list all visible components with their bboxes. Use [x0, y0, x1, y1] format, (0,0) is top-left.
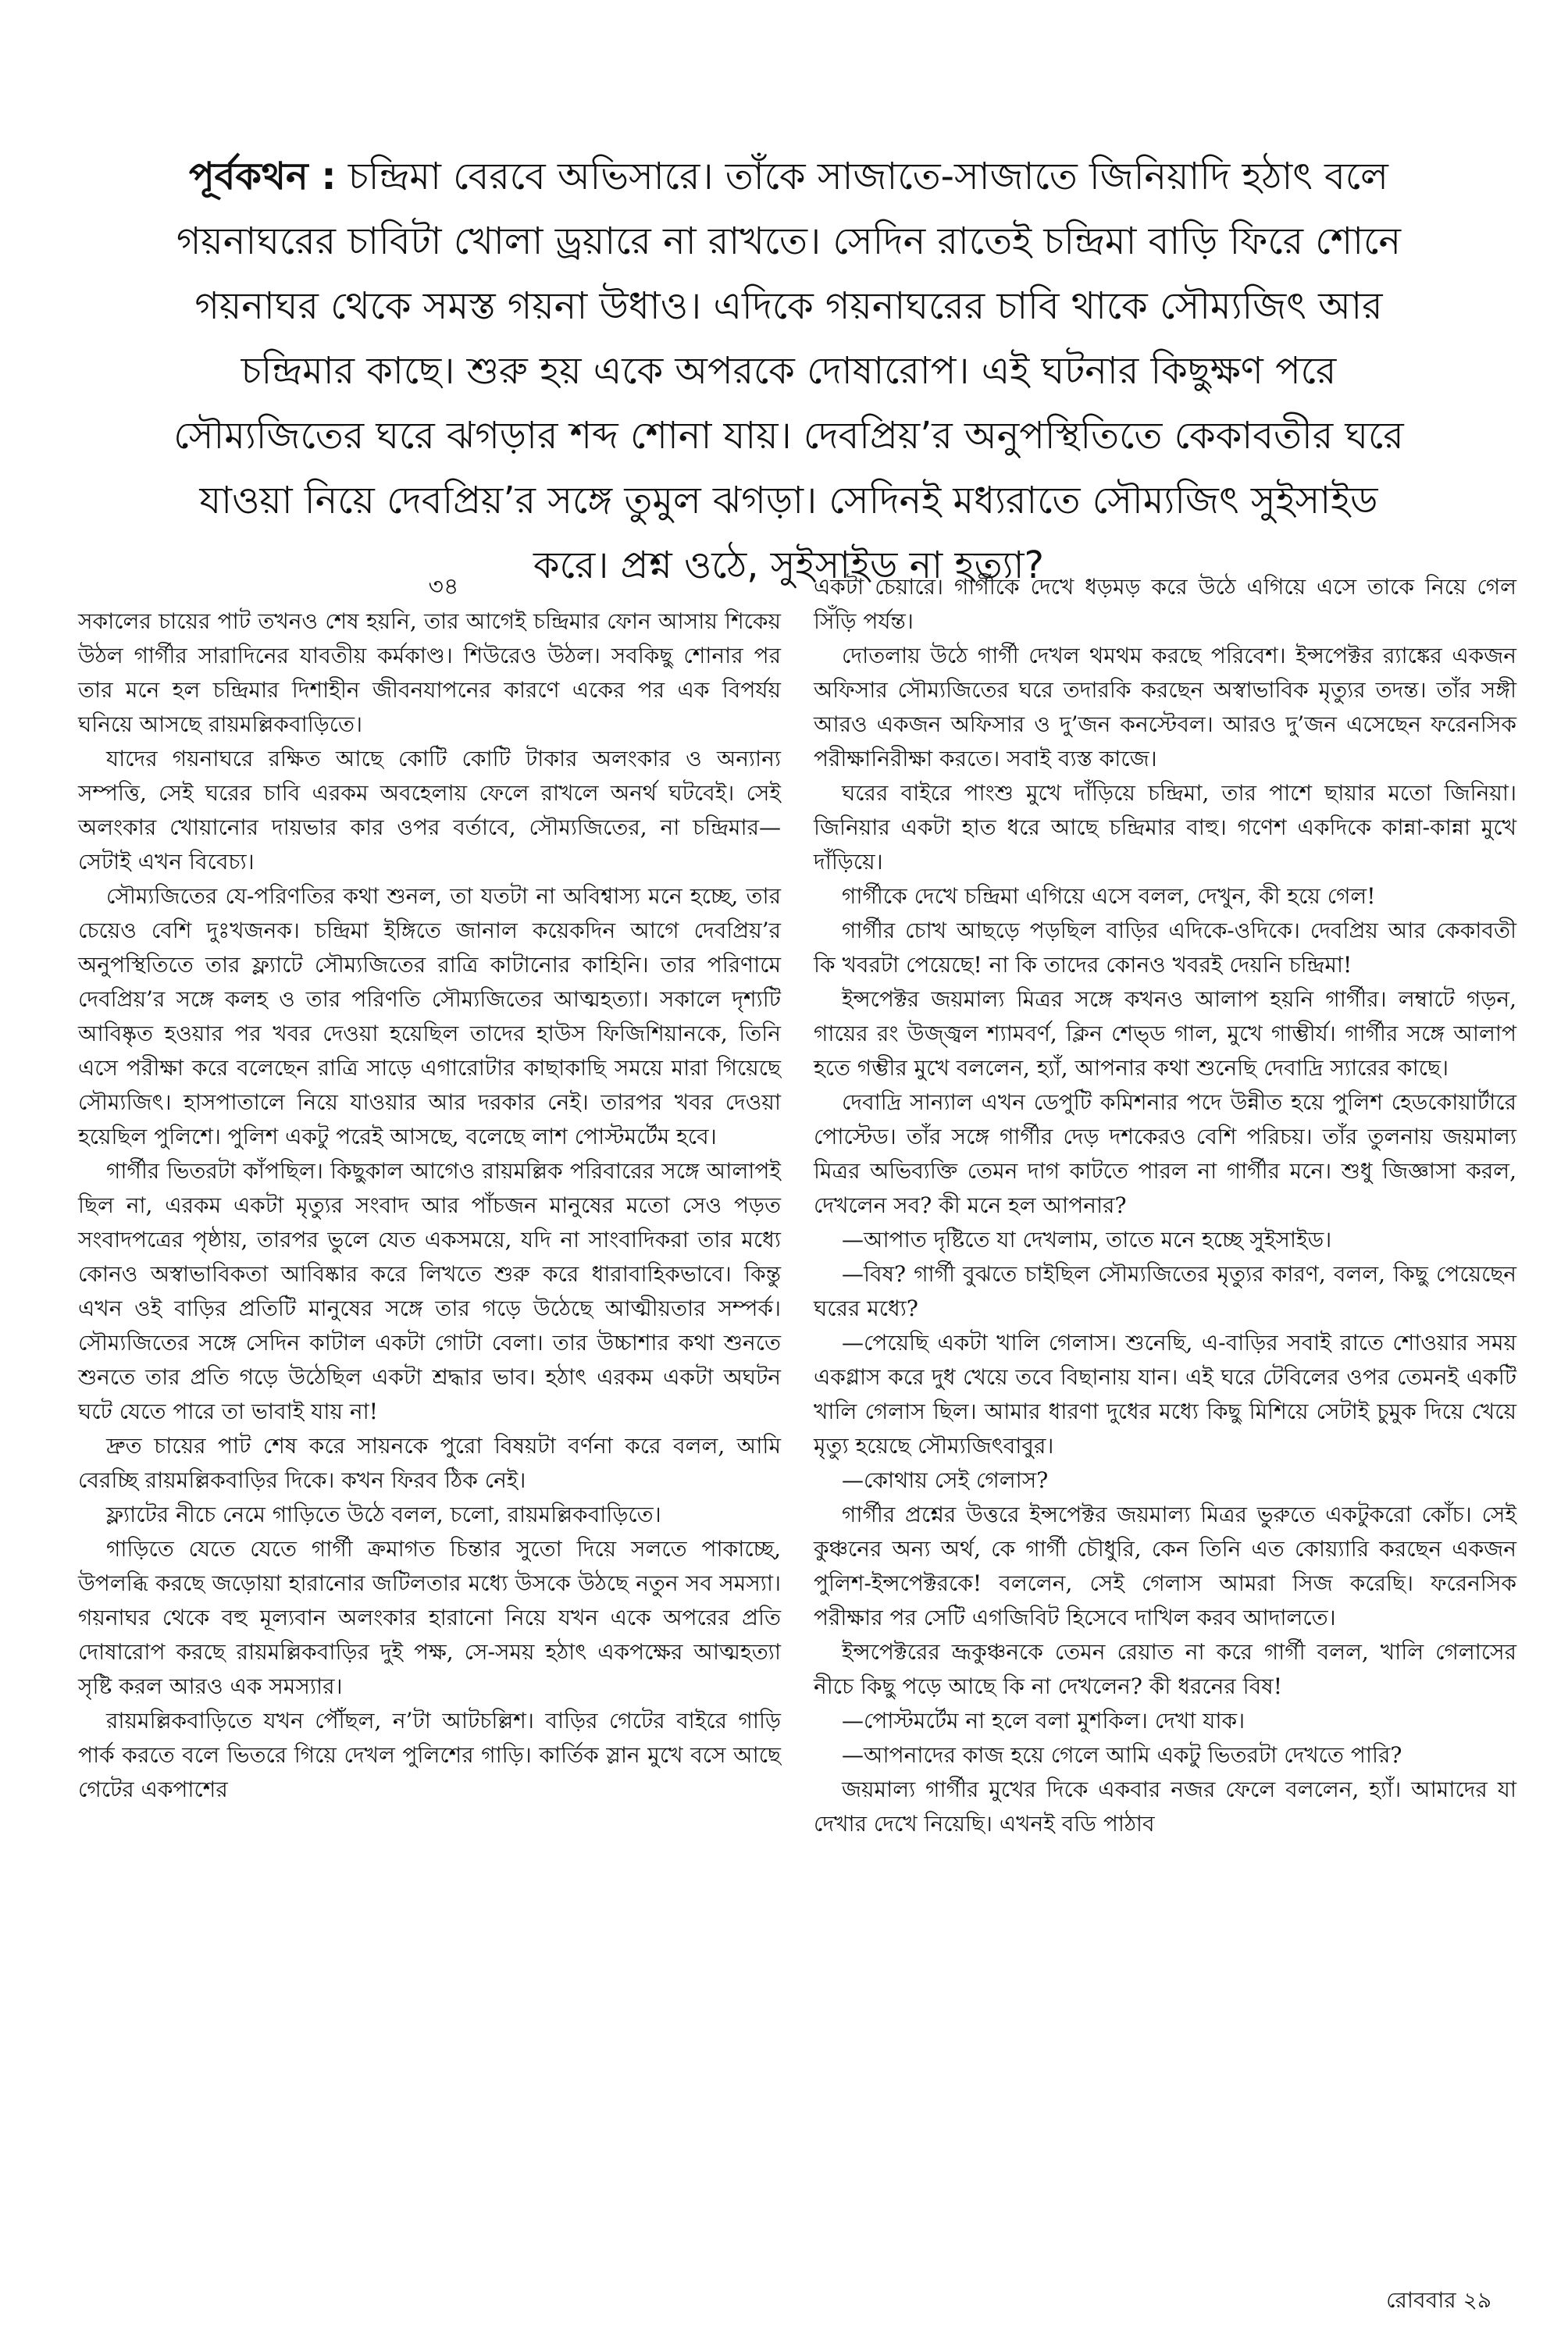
dialogue-line: —পোস্টমর্টেম না হলে বলা মুশকিল। দেখা যাক।	[842, 1708, 1245, 1734]
paragraph: গাড়িতে যেতে যেতে গার্গী ক্রমাগত চিন্তার সুতো দিয়ে সলতে পাকাচ্ছে, উপলব্ধি করছে জড়োয়া হারানোর জটিলতার মধ্যে উসকে উঠছে নতুন সব সমস্যা। গয়নাঘর থেকে বহু মূল্যবান অলংকার হারানো নিয়ে যখন একে অপরের প্রতি দোষারোপ করছে রায়মল্লিকবাড়ির দুই পক্ষ, সে-সময় হঠাৎ একপক্ষের আত্মহত্যা সৃষ্টি করল আরও এক সমস্যার।	[78, 1536, 781, 1699]
dialogue-line: —পেয়েছি একটা খালি গেলাস। শুনেছি, এ-বাড়ির সবাই রাতে শোওয়ার সময় একগ্লাস করে দুধ খেয়ে তবে বিছানায় যান। এই ঘরে টেবিলের ওপর তেমনই একটি খালি গেলাস ছিল। আমার ধারণা দুধের মধ্যে কিছু মিশিয়ে সেটাই চুমুক দিয়ে খেয়ে মৃত্যু হয়েছে সৌম্যজিৎবাবুর।	[814, 1330, 1516, 1459]
summary-text: চন্দ্রিমা বেরবে অভিসারে। তাঁকে সাজাতে-সাজাতে জিনিয়াদি হঠাৎ বলে গয়নাঘরের চাবিটা খোলা ড্রয়ারে না রাখতে। সেদিন রাতেই চন্দ্রিমা বাড়ি ফিরে শোনে গয়নাঘর থেকে সমস্ত গয়না উধাও। এদিকে গয়নাঘরের চাবি থাকে সৌম্যজিৎ আর চন্দ্রিমার কাছে। শুরু হয় একে অপরকে দোষারোপ। এই ঘটনার কিছুক্ষণ পরে সৌম্যজিতের ঘরে ঝগড়ার শব্দ শোনা যায়। দেবপ্রিয়’র অনুপস্থিতিতে কেকাবতীর ঘরে যাওয়া নিয়ে দেবপ্রিয়’র সঙ্গে তুমুল ঝগড়া। সেদিনই মধ্যরাতে সৌম্যজিৎ সুইসাইড করে। প্রশ্ন ওঠে, সুইসাইড না হত্যা?	[173, 155, 1404, 587]
left-column	[78, 570, 781, 1807]
page-footer: রোববার ২৯	[1386, 2287, 1491, 2313]
paragraph: গার্গীকে দেখে চন্দ্রিমা এগিয়ে এসে বলল, দেখুন, কী হয়ে গেল!	[842, 883, 1376, 909]
paragraph: ঘরের বাইরে পাংশু মুখে দাঁড়িয়ে চন্দ্রিমা, তার পাশে ছায়ার মতো জিনিয়া। জিনিয়ার একটা হাত ধরে আছে চন্দ্রিমার বাহু। গণেশ একদিকে কান্না-কান্না মুখে দাঁড়িয়ে।	[814, 780, 1516, 875]
paragraph: গার্গীর চোখ আছড়ে পড়ছিল বাড়ির এদিকে-ওদিকে। দেবপ্রিয় আর কেকাবতী কি খবরটা পেয়েছে! না কি তাদের কোনও খবরই দেয়নি চন্দ্রিমা!	[814, 918, 1516, 978]
right-column	[814, 570, 1516, 1841]
paragraph: ইন্সপেক্টর জয়মাল্য মিত্রর সঙ্গে কখনও আলাপ হয়নি গার্গীর। লম্বাটে গড়ন, গায়ের রং উজ্জ্বল শ্যামবর্ণ, ক্লিন শেভ্‌ড গাল, মুখে গাম্ভীর্য। গার্গীর সঙ্গে আলাপ হতে গম্ভীর মুখে বললেন, হ্যাঁ, আপনার কথা শুনেছি দেবাদ্রি স্যারের কাছে।	[814, 986, 1516, 1081]
paragraph: দ্রুত চায়ের পাট শেষ করে সায়নকে পুরো বিষয়টা বর্ণনা করে বলল, আমি বেরচ্ছি রায়মল্লিকবাড়ির দিকে। কখন ফিরব ঠিক নেই।	[78, 1433, 781, 1493]
paragraph: গার্গীর ভিতরটা কাঁপছিল। কিছুকাল আগেও রায়মল্লিক পরিবারের সঙ্গে আলাপই ছিল না, এরকম একটা মৃত্যুর সংবাদ আর পাঁচজন মানুষের মতো সেও পড়ত সংবাদপত্রের পৃষ্ঠায়, তারপর ভুলে যেত একসময়ে, যদি না সাংবাদিকরা তার মধ্যে কোনও অস্বাভাবিকতা আবিষ্কার করে লিখতে শুরু করে ধারাবাহিকভাবে। কিন্তু এখন ওই বাড়ির প্রতিটি মানুষের সঙ্গে তার গড়ে উঠেছে আত্মীয়তার সম্পর্ক। সৌম্যজিতের সঙ্গে সেদিন কাটাল একটা গোটা বেলা। তার উচ্চাশার কথা শুনতে শুনতে তার প্রতি গড়ে উঠেছিল একটা শ্রদ্ধার ভাব। হঠাৎ এরকম একটা অঘটন ঘটে যেতে পারে তা ভাবাই যায় না!	[78, 1158, 781, 1424]
paragraph: দোতলায় উঠে গার্গী দেখল থমথম করছে পরিবেশ। ইন্সপেক্টর র‍্যাঙ্কের একজন অফিসার সৌম্যজিতের ঘরে তদারকি করছেন অস্বাভাবিক মৃত্যুর তদন্ত। তাঁর সঙ্গী আরও একজন অফিসার ও দু’জন কনস্টেবল। আরও দু’জন এসেছেন ফরেনসিক পরীক্ষানিরীক্ষা করতে। সবাই ব্যস্ত কাজে।	[814, 643, 1516, 772]
paragraph: রায়মল্লিকবাড়িতে যখন পৌঁছল, ন’টা আটচল্লিশ। বাড়ির গেটের বাইরে গাড়ি পার্ক করতে বলে ভিতরে গিয়ে দেখল পুলিশের গাড়ি। কার্তিক স্লান মুখে বসে আছে গেটের একপাশের	[78, 1708, 781, 1802]
dialogue-line: —আপনাদের কাজ হয়ে গেলে আমি একটু ভিতরটা দেখতে পারি?	[842, 1742, 1402, 1768]
paragraph: ইন্সপেক্টরের ভ্রূকুঞ্চনকে তেমন রেয়াত না করে গার্গী বলল, খালি গেলাসের নীচে কিছু পড়ে আছে কি না দেখলেন? কী ধরনের বিষ!	[814, 1639, 1516, 1699]
paragraph: দেবাদ্রি সান্যাল এখন ডেপুটি কমিশনার পদে উন্নীত হয়ে পুলিশ হেডকোয়ার্টারে পোস্টেড। তাঁর সঙ্গে গার্গীর দেড় দশকেরও বেশি পরিচয়। তাঁর তুলনায় জয়মাল্য মিত্রর অভিব্যক্তি তেমন দাগ কাটতে পারল না গার্গীর মনে। শুধু জিজ্ঞাসা করল, দেখলেন সব? কী মনে হল আপনার?	[814, 1089, 1516, 1218]
chapter-number: ৩৪	[428, 573, 459, 600]
paragraph: ফ্ল্যাটের নীচে নেমে গাড়িতে উঠে বলল, চলো, রায়মল্লিকবাড়িতে।	[106, 1502, 661, 1527]
summary-block	[156, 144, 1421, 598]
paragraph: যাদের গয়নাঘরে রক্ষিত আছে কোটি কোটি টাকার অলংকার ও অন্যান্য সম্পত্তি, সেই ঘরের চাবি এরকম অবহেলায় ফেলে রাখলে অনর্থ ঘটবেই। সেই অলংকার খোয়ানোর দায়ভার কার ওপর বর্তাবে, সৌম্যজিতের, না চন্দ্রিমার—সেটাই এখন বিবেচ্য।	[78, 746, 781, 875]
paragraph: জয়মাল্য গার্গীর মুখের দিকে একবার নজর ফেলে বললেন, হ্যাঁ। আমাদের যা দেখার দেখে নিয়েছি। এখনই বডি পাঠাব	[814, 1776, 1516, 1837]
paragraph: সকালের চায়ের পাট তখনও শেষ হয়নি, তার আগেই চন্দ্রিমার ফোন আসায় শিকেয় উঠল গার্গীর সারাদিনের যাবতীয় কর্মকাণ্ড। শিউরেও উঠল। সবকিছু শোনার পর তার মনে হল চন্দ্রিমার দিশাহীন জীবনযাপনের কারণে একের পর এক বিপর্যয় ঘনিয়ে আসছে রায়মল্লিকবাড়িতে।	[78, 608, 781, 737]
paragraph: সৌম্যজিতের যে-পরিণতির কথা শুনল, তা যতটা না অবিশ্বাস্য মনে হচ্ছে, তার চেয়েও বেশি দুঃখজনক। চন্দ্রিমা ইঙ্গিতে জানাল কয়েকদিন আগে দেবপ্রিয়’র অনুপস্থিতিতে তার ফ্ল্যাটে সৌম্যজিতের রাত্রি কাটানোর কাহিনি। তার পরিণামে দেবপ্রিয়’র সঙ্গে কলহ ও তার পরিণতি সৌম্যজিতের আত্মহত্যা। সকালে দৃশ্যটি আবিষ্কৃত হওয়ার পর খবর দেওয়া হয়েছিল তাদের হাউস ফিজিশিয়ানকে, তিনি এসে পরীক্ষা করে বলেছেন রাত্রি সাড়ে এগারোটার কাছাকাছি সময়ে মারা গিয়েছে সৌম্যজিৎ। হাসপাতালে নিয়ে যাওয়ার আর দরকার নেই। তারপর খবর দেওয়া হয়েছিল পুলিশে। পুলিশ একটু পরেই আসছে, বলেছে লাশ পোস্টমর্টেম হবে।	[78, 883, 781, 1149]
dialogue-line: —বিষ? গার্গী বুঝতে চাইছিল সৌম্যজিতের মৃত্যুর কারণ, বলল, কিছু পেয়েছেন ঘরের মধ্যে?	[814, 1261, 1516, 1321]
dialogue-line: —কোথায় সেই গেলাস?	[842, 1467, 1049, 1493]
dialogue-line: —আপাত দৃষ্টিতে যা দেখলাম, তাতে মনে হচ্ছে সুইসাইড।	[842, 1227, 1332, 1253]
summary-label: পূর্বকথন :	[189, 155, 337, 198]
paragraph: গার্গীর প্রশ্নের উত্তরে ইন্সপেক্টর জয়মাল্য মিত্রর ভুরুতে একটুকরো কোঁচ। সেই কুঞ্চনের অন্য অর্থ, কে গার্গী চৌধুরি, কেন তিনি এত কোয়্যারি করছেন একজন পুলিশ-ইন্সপেক্টরকে! বললেন, সেই গেলাস আমরা সিজ করেছি। ফরেনসিক পরীক্ষার পর সেটি এগজিবিট হিসেবে দাখিল করব আদালতে।	[814, 1502, 1516, 1630]
paragraph: একটা চেয়ারে। গার্গীকে দেখে ধড়মড় করে উঠে এগিয়ে এসে তাকে নিয়ে গেল সিঁড়ি পর্যন্ত।	[814, 574, 1516, 634]
